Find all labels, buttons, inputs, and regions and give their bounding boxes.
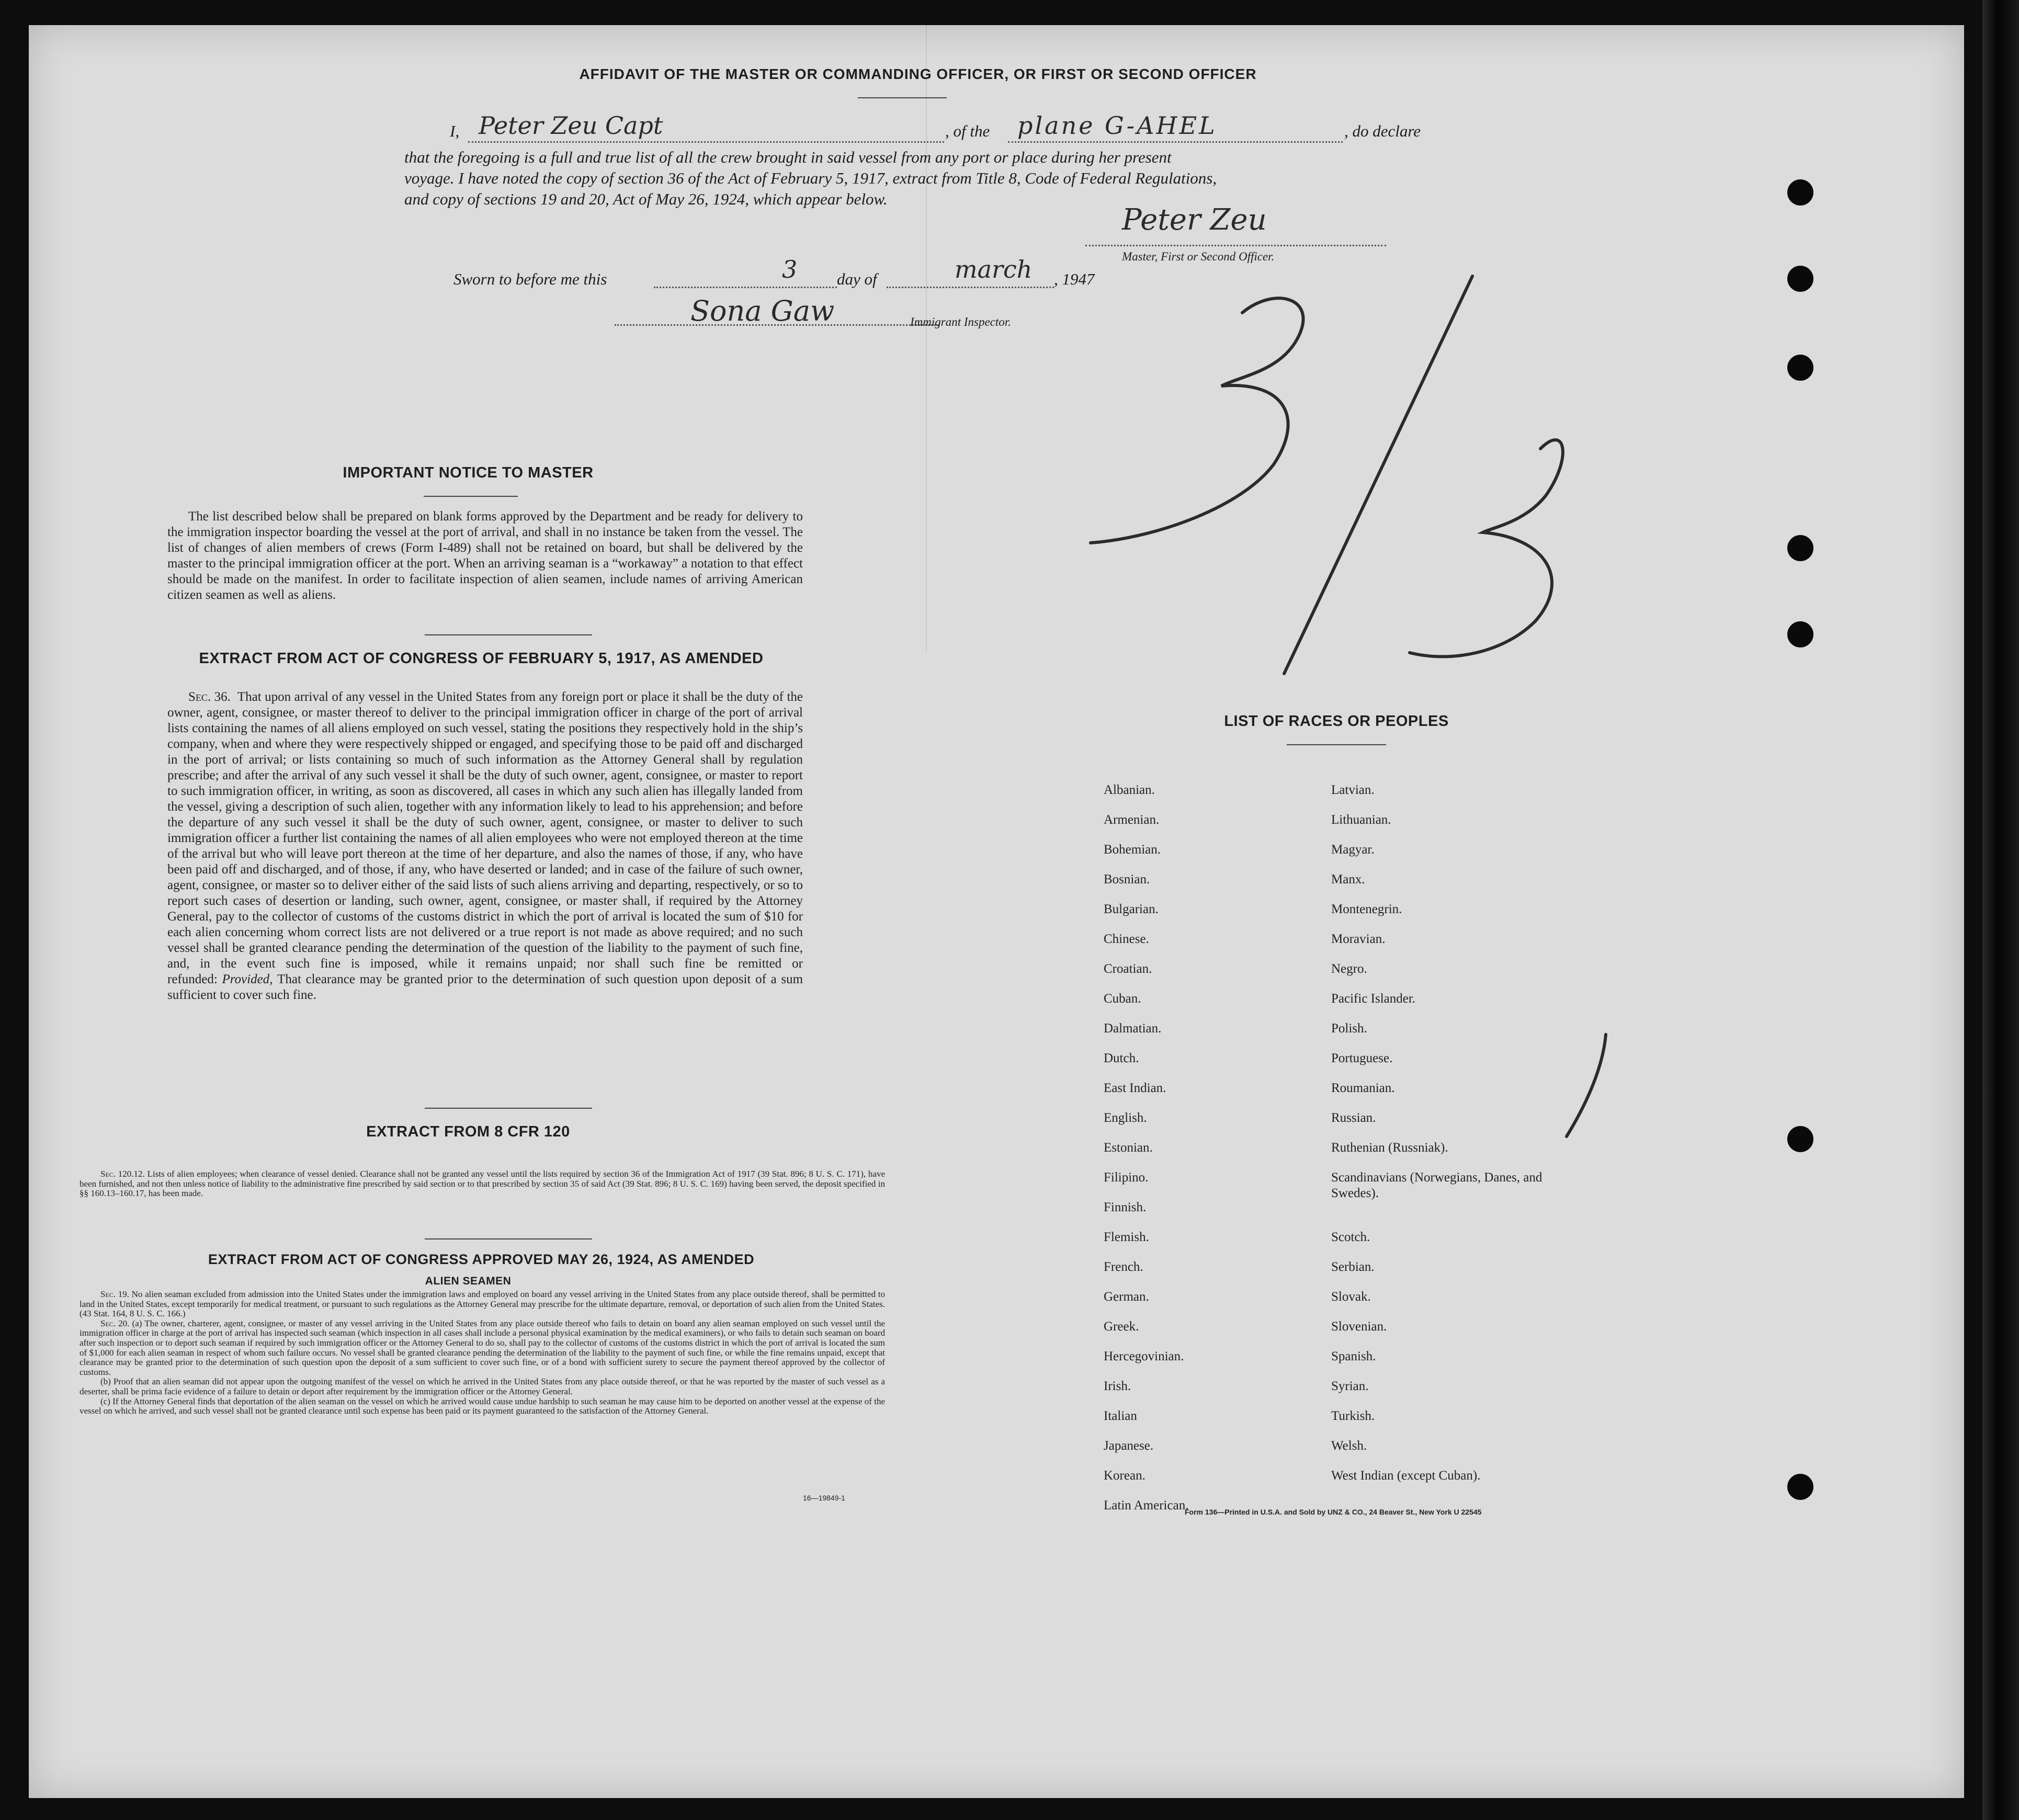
races-left-column <box>1104 782 1323 1528</box>
master-signature: Peter Zeu <box>1122 203 1267 237</box>
race-item: Japanese. <box>1104 1439 1154 1453</box>
handwritten-vessel-name: plane G-AHEL <box>1017 111 1217 140</box>
race-item: Turkish. <box>1331 1409 1375 1423</box>
race-item: French. <box>1104 1260 1143 1274</box>
binder-hole <box>1787 621 1813 647</box>
race-item: Irish. <box>1104 1379 1131 1393</box>
binder-hole <box>1787 1126 1813 1152</box>
binder-hole <box>1787 355 1813 381</box>
race-item: Serbian. <box>1331 1260 1375 1274</box>
sec-36-label: Sec. 36. <box>188 690 231 704</box>
vessel-blank <box>1008 141 1343 143</box>
race-item: Albanian. <box>1104 783 1155 797</box>
section-divider <box>425 634 592 635</box>
race-item: Greek. <box>1104 1320 1139 1334</box>
sec-120-text: Lists of alien employees; when clearance of vessel denied. Clearance shall not be granted any vessel until the lists required by section 36 of the Immigration Act of 1917 (39 Stat. 896; 8 U. S. C. 171), have been furnished, and not then unless notice of liability to the administrative fine prescribed by said section or to that prescribed by section 35 of said Act (39 Stat. 896; 8 U. S. C. 169) having been served, the deposit specified in §§ 160.13–160.17, has been made. <box>80 1169 886 1199</box>
race-item: Estonian. <box>1104 1141 1153 1155</box>
notice-rule <box>424 496 518 497</box>
race-item: Magyar. <box>1331 843 1375 857</box>
sec-20c-text: (c) If the Attorney General finds that deportation of the alien seaman on the vessel on which he arrived would cause undue hardship to such seaman he may cause him to be deported on another vessel at the expense of the vessel on which he arrived, and such vessel shall not be granted clearance until such expense has been paid or its payment guaranteed to the satisfaction of the Attorney General. <box>80 1396 885 1416</box>
printer-note: Form 136—Printed in U.S.A. and Sold by UNZ & CO., 24 Beaver St., New York U 22545 <box>1185 1508 1482 1516</box>
extract-1924-body <box>80 1290 885 1416</box>
race-item: Roumanian. <box>1331 1081 1395 1095</box>
handwritten-margin-mark <box>1556 1029 1619 1144</box>
race-item: Ruthenian (Russniak). <box>1331 1141 1448 1155</box>
affidavit-declare: , do declare <box>1344 122 1421 140</box>
handwritten-fraction-annotation <box>1085 266 1598 684</box>
races-right-column <box>1331 782 1556 1498</box>
handwritten-month: march <box>955 255 1033 283</box>
cfr-body <box>80 1169 885 1199</box>
race-item: Scandinavians (Norwegians, Danes, and Swedes). <box>1331 1170 1542 1200</box>
affidavit-line-1 <box>450 122 459 141</box>
affidavit-title: AFFIDAVIT OF THE MASTER OR COMMANDING OFFICER, OR FIRST OR SECOND OFFICER <box>579 66 1257 82</box>
affidavit-prefix: I, <box>450 122 460 140</box>
race-item: German. <box>1104 1290 1149 1304</box>
inspector-signature: Sona Gaw <box>690 294 835 327</box>
provided-word: Provided, <box>222 972 273 986</box>
race-item: Pacific Islander. <box>1331 992 1416 1006</box>
race-item: Manx. <box>1331 872 1365 886</box>
race-item: Montenegrin. <box>1331 902 1402 916</box>
sec-20-label: Sec. 20. <box>100 1318 130 1328</box>
alien-seamen-subtitle: ALIEN SEAMEN <box>425 1275 512 1287</box>
sworn-day-label: day of <box>837 270 877 288</box>
race-item: Dalmatian. <box>1104 1021 1162 1036</box>
sec-36-text-end: That clearance may be granted prior to the determination of such question upon deposit of a sum sufficient to cover such fine. <box>167 972 803 1002</box>
sec-19-text: No alien seaman excluded from admission into the United States under the immigration laws and employed on board any vessel arriving in the United States from any place outside thereof, shall be permitted to land in the United States, except temporarily for medical treatment, or pursuant to such regulations as the Attorney General may prescribe for the ultimate departure, removal, or deportation of such alien from the United States. (43 Stat. 164, 8 U. S. C. 166.) <box>80 1289 885 1319</box>
race-item: Lithuanian. <box>1331 813 1391 827</box>
handwritten-day: 3 <box>782 255 798 283</box>
race-item: Slovak. <box>1331 1290 1371 1304</box>
section-divider <box>425 1108 592 1109</box>
race-item: Syrian. <box>1331 1379 1369 1393</box>
race-item: Hercegovinian. <box>1104 1349 1184 1363</box>
race-item: English. <box>1104 1111 1147 1125</box>
race-item: Chinese. <box>1104 932 1149 946</box>
sec-19-label: Sec. 19. <box>100 1289 129 1299</box>
sec-20a-text: (a) The owner, charterer, agent, consignee, or master of any vessel arriving in the United States from any place outside thereof who fails to detain on board any alien seaman employed on such vessel until the immigration officer in charge at the port of arrival has inspected such seaman (which inspection in all cases shall include a personal physical examination by the medical examiners), or who fails to detain such seaman on board after such inspection or to deport such seaman if required by such immigration officer or the Attorney General to do so, shall pay to the collector of customs of the customs district in which the port of arrival is located the sum of $1,000 for each alien seaman in respect of whom such failure occurs. No vessel shall be granted clearance pending the determination of the liability to the payment of such fine, or while the fine remains unpaid, except that clearance may be granted prior to the determination of such question upon the deposit of a sum sufficient to cover such fine, or of a bond with sufficient surety to secure the payment thereof approved by the collector of customs. <box>80 1318 885 1377</box>
document-page <box>29 25 1964 1798</box>
race-item: Armenian. <box>1104 813 1160 827</box>
races-rule <box>1287 744 1386 745</box>
binder-hole <box>1787 266 1813 292</box>
race-item: Slovenian. <box>1331 1320 1387 1334</box>
race-item: Latvian. <box>1331 783 1375 797</box>
binder-hole <box>1787 1474 1813 1500</box>
race-item: Croatian. <box>1104 962 1152 976</box>
day-blank <box>654 287 837 288</box>
binder-hole <box>1787 179 1813 206</box>
race-item: Finnish. <box>1104 1200 1147 1214</box>
race-item: Polish. <box>1331 1021 1367 1036</box>
race-item: Italian <box>1104 1409 1137 1423</box>
section-divider <box>425 1238 592 1239</box>
scanner-edge <box>1982 0 2019 1820</box>
race-item: Bosnian. <box>1104 872 1150 886</box>
fold-crease <box>926 25 927 653</box>
race-item: Scotch. <box>1331 1230 1370 1244</box>
signature-line <box>1085 245 1386 246</box>
race-item: Cuban. <box>1104 992 1141 1006</box>
affidavit-line-4: and copy of sections 19 and 20, Act of May 26, 1924, which appear below. <box>404 190 888 208</box>
race-item: Negro. <box>1331 962 1367 976</box>
affidavit-of-the: , of the <box>945 122 990 140</box>
race-item: Spanish. <box>1331 1349 1376 1363</box>
cfr-title: EXTRACT FROM 8 CFR 120 <box>366 1123 570 1140</box>
race-item: West Indian (except Cuban). <box>1331 1469 1481 1483</box>
month-blank <box>887 287 1054 288</box>
sworn-year: , 1947 <box>1054 270 1095 288</box>
master-caption: Master, First or Second Officer. <box>1122 250 1275 263</box>
affidavit-line-3: voyage. I have noted the copy of section 36 of the Act of February 5, 1917, extract from Title 8, Code of Federal Regulations, <box>404 169 1217 187</box>
race-item: Bulgarian. <box>1104 902 1159 916</box>
name-blank <box>468 141 944 143</box>
race-item: Bohemian. <box>1104 843 1161 857</box>
notice-title: IMPORTANT NOTICE TO MASTER <box>343 464 594 481</box>
races-title: LIST OF RACES OR PEOPLES <box>1224 713 1449 730</box>
inspector-line <box>615 324 939 326</box>
form-number: 16—19849-1 <box>803 1494 845 1502</box>
race-item: Korean. <box>1104 1469 1145 1483</box>
notice-body: The list described below shall be prepared on blank forms approved by the Department and be ready for delivery to the immigration inspector boarding the vessel at the port of arrival, and shall in no instance be taken from the vessel. The list of changes of alien members of crews (Form I-489) shall not be retained on board, but shall be delivered by the master to the principal immigration officer at the port. When an arriving seaman is a “workaway” a notation to that effect should be made on the manifest. In order to facilitate inspection of alien seamen, include names of arriving American citizen seamen as well as aliens. <box>167 509 803 602</box>
race-item: Flemish. <box>1104 1230 1149 1244</box>
race-item: Dutch. <box>1104 1051 1139 1065</box>
affidavit-line-2: that the foregoing is a full and true list of all the crew brought in said vessel from any port or place during her present <box>404 148 1172 166</box>
race-item: East Indian. <box>1104 1081 1166 1095</box>
race-item: Latin American. <box>1104 1498 1189 1512</box>
race-item: Portuguese. <box>1331 1051 1393 1065</box>
sworn-prefix: Sworn to before me this <box>453 270 607 288</box>
extract-1924-title: EXTRACT FROM ACT OF CONGRESS APPROVED MAY 26, 1924, AS AMENDED <box>208 1252 755 1267</box>
race-item: Filipino. <box>1104 1170 1149 1185</box>
handwritten-master-name: Peter Zeu Capt <box>479 111 663 140</box>
inspector-caption: Immigrant Inspector. <box>910 315 1011 328</box>
binder-hole <box>1787 535 1813 561</box>
sec-36-text: That upon arrival of any vessel in the United States from any foreign port or place it shall be the duty of the owner, agent, consignee, or master thereof to deliver to the principal immigration officer in charge of the port of arrival lists containing the names of all aliens employed on such vessel, stating the positions they respectively hold in the ship’s company, when and where they were respectively shipped or engaged, and specifying those to be paid off and discharged in the port of arrival; or lists containing so much of such information as the Attorney General shall by regulation prescribe; and after the arrival of any such vessel it shall be the duty of such owner, agent, consignee, or master to report to such immigration officer, in writing, as soon as discovered, all cases in which any such alien has illegally landed from the vessel, giving a description of such alien, together with any information likely to lead to his apprehension; and before the departure of any such vessel it shall be the duty of such owner, agent, consignee, or master to deliver to such immigration officer a further list containing the names of all alien employees who were not employed thereon at the time of the arrival but who will leave port thereon at the time of her departure, and also the names of those, if any, who have been paid off and discharged, and of those, if any, who have deserted or landed; and in case of the failure of such owner, agent, consignee, or master so to deliver either of the said lists of such aliens arriving and departing, respectively, or so to report such cases of desertion or landing, such owner, agent, consignee, or master shall, if required by the Attorney General, pay to the collector of customs of the customs district in which the port of arrival is located the sum of $10 for each alien concerning whom correct lists are not delivered or a true report is not made as above required; and no such vessel shall be granted clearance pending the determination of the question of the liability to the payment of such fine, and, in the event such fine is imposed, while it remains unpaid; nor shall such fine be remitted or refunded: <box>167 690 803 986</box>
title-rule <box>858 97 947 98</box>
race-item: Russian. <box>1331 1111 1376 1125</box>
race-item: Moravian. <box>1331 932 1386 946</box>
sec-20b-text: (b) Proof that an alien seaman did not appear upon the outgoing manifest of the vessel on which he arrived in the United States from any place outside thereof, or that he was reported by the master of such vessel as a deserter, shall be prima facie evidence of a failure to detain or deport after requirement by the immigration officer or the Attorney General. <box>80 1377 885 1396</box>
race-item: Welsh. <box>1331 1439 1367 1453</box>
sec-120-label: Sec. 120.12. <box>100 1169 145 1179</box>
extract-1917-title: EXTRACT FROM ACT OF CONGRESS OF FEBRUARY 5, 1917, AS AMENDED <box>199 650 764 667</box>
extract-1917-body <box>167 689 803 1003</box>
